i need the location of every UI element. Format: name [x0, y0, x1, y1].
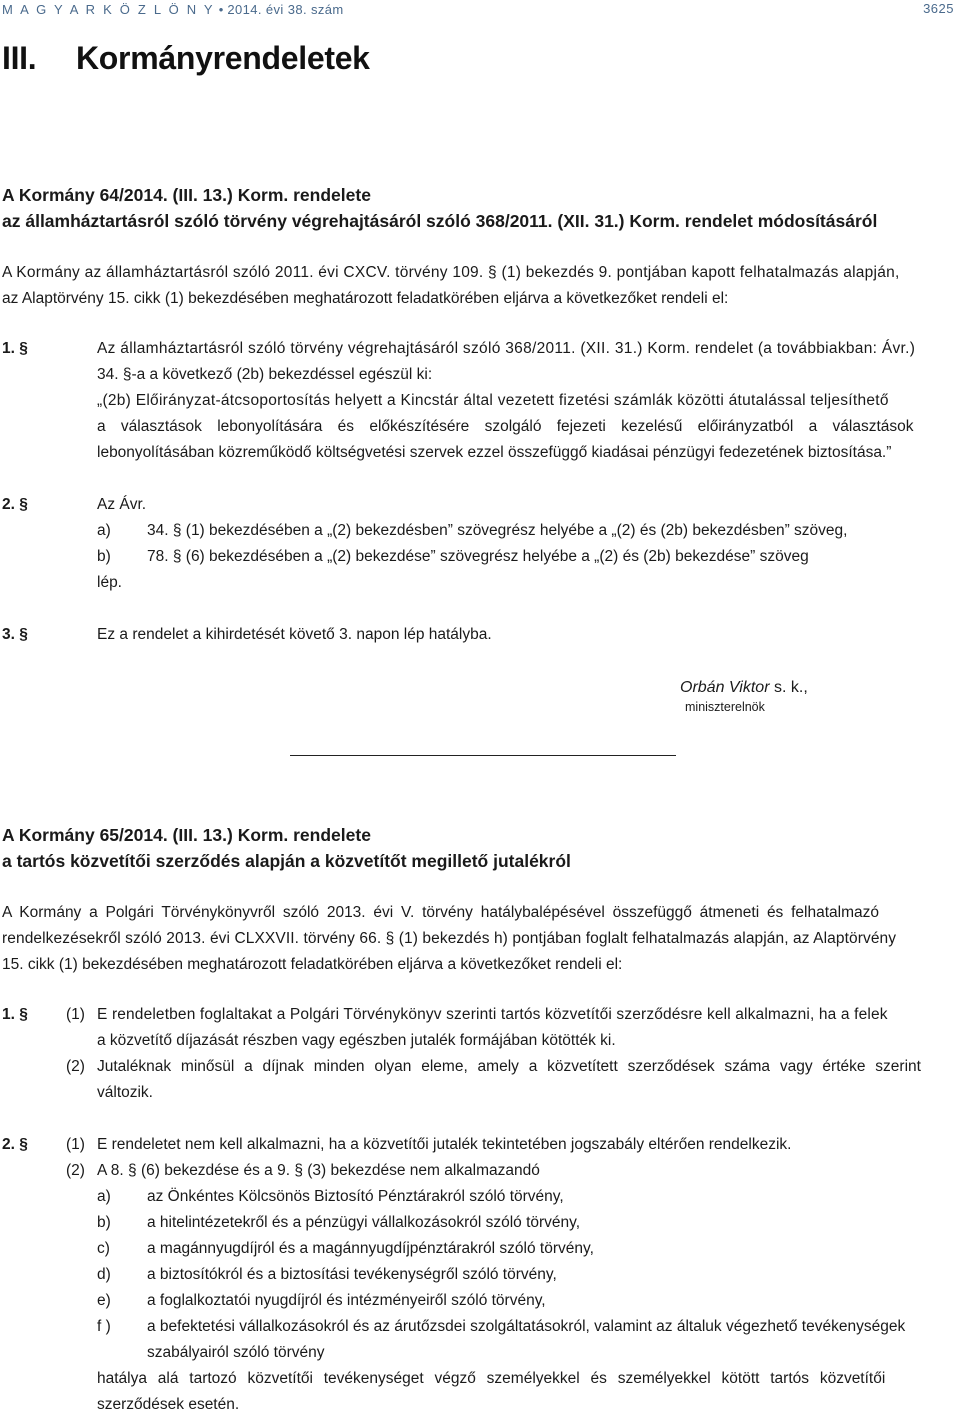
decree2-s2-para1-mark: (1): [66, 1136, 85, 1153]
decree1-preamble-line2: az Alaptörvény 15. cikk (1) bekezdésében meghatározott feladatkörében eljárva a következőket rendeli el:: [2, 290, 729, 307]
page-number: 3625: [923, 1, 954, 16]
list-item-mark: f ): [97, 1318, 111, 1335]
decree2-closing-line2: szerződések esetén.: [97, 1396, 240, 1413]
list-item-f-continuation: szabályairól szóló törvény: [147, 1344, 325, 1361]
decree1-preamble-line1: A Kormány az államháztartásról szóló 2011. évi CXCV. törvény 109. § (1) bekezdés 9. pontjában kapott felhatalmazás alapján,: [2, 264, 900, 281]
journal-name: M A G Y A R K Ö Z L Ö N Y: [2, 2, 215, 17]
decree1-title-line1: A Kormány 64/2014. (III. 13.) Korm. rendelete: [2, 185, 371, 205]
issue-label: 2014. évi 38. szám: [227, 2, 344, 17]
decree1-title-line2: az államháztartásról szóló törvény végrehajtásáról szóló 368/2011. (XII. 31.) Korm. rendelet módosításáról: [2, 211, 878, 231]
decree2-s1-para1-line2: a közvetítő díjazását részben vagy egészben jutalék formájában kötötték ki.: [97, 1032, 616, 1049]
decree2-title-line2: a tartós közvetítői szerződés alapján a közvetítőt megillető jutalékról: [2, 851, 571, 871]
decree2-s1-para1-mark: (1): [66, 1006, 85, 1023]
decree2-title-line1: A Kormány 65/2014. (III. 13.) Korm. rendelete: [2, 825, 371, 845]
decree1-section2-intro: Az Ávr.: [97, 496, 147, 513]
decree1-section1-line4: a választások lebonyolítására és előkészítésére szolgáló fejezeti kezelésű előirányzatból a választások: [97, 418, 914, 435]
section-number: III.: [2, 40, 37, 76]
decree2-closing-line1: hatálya alá tartozó közvetítői tevékenységet végző személyekkel és személyekkel kötött tartós közvetítői: [97, 1370, 886, 1387]
decree1-section3-text: Ez a rendelet a kihirdetését követő 3. napon lép hatályba.: [97, 626, 492, 643]
list-item-text: a foglalkoztatói nyugdíjról és intézményeiről szóló törvény,: [147, 1292, 546, 1309]
decree1-section1-mark: 1. §: [2, 340, 28, 357]
list-item-mark: d): [97, 1266, 111, 1283]
signer-name: Orbán Viktor: [680, 679, 770, 696]
signer-suffix: s. k.,: [769, 679, 808, 696]
decree2-s1-para2-mark: (2): [66, 1058, 85, 1075]
list-item-text: az Önkéntes Kölcsönös Biztosító Pénztárakról szóló törvény,: [147, 1188, 564, 1205]
section-heading: [2, 40, 370, 77]
separator-bullet: •: [218, 2, 224, 17]
decree1-item-b-mark: b): [97, 548, 111, 565]
decree2-preamble-line3: 15. cikk (1) bekezdésében meghatározott feladatkörében eljárva a következőket rendeli el:: [2, 956, 623, 973]
page-header: [0, 0, 960, 26]
decree2-section2-mark: 2. §: [2, 1136, 28, 1153]
decree2-preamble-line2: rendelkezésekről szóló 2013. évi CLXXVII. törvény 66. § (1) bekezdés h) pontjában foglalt felhatalmazás alapján, az Alaptörvény: [2, 930, 897, 947]
journal-running-head: [2, 2, 344, 17]
list-item-text: a hitelintézetekről és a pénzügyi vállalkozásokról szóló törvény,: [147, 1214, 581, 1231]
decree1-item-b-text: 78. § (6) bekezdésében a „(2) bekezdése” szövegrész helyébe a „(2) és (2b) bekezdése” szöveg: [147, 548, 809, 565]
decree2-s1-para2-line2: változik.: [97, 1084, 153, 1101]
decree1-section1-line5: lebonyolításában közreműködő költségvetési szervek ezzel összefüggő kiadásai pénzügyi fedezetének biztosítása.”: [97, 444, 892, 461]
decree1-item-a-mark: a): [97, 522, 111, 539]
decree2-s1-para1-line1: E rendeletben foglaltakat a Polgári Törvénykönyv szerinti tartós közvetítői szerződésre kell alkalmazni, ha a felek: [97, 1006, 888, 1023]
list-item-text: a magánnyugdíjról és a magánnyugdíjpénztárakról szóló törvény,: [147, 1240, 594, 1257]
decree1-section1-line1: Az államháztartásról szóló törvény végrehajtásáról szóló 368/2011. (XII. 31.) Korm. rendelet (a továbbiakban: Ávr.): [97, 340, 916, 357]
decree2-s2-para1-text: E rendeletet nem kell alkalmazni, ha a közvetítői jutalék tekintetében jogszabály eltérően rendelkezik.: [97, 1136, 792, 1153]
signer-role: miniszterelnök: [685, 700, 765, 714]
decree1-section2-mark: 2. §: [2, 496, 28, 513]
decree1-item-a-text: 34. § (1) bekezdésében a „(2) bekezdésben” szövegrész helyébe a „(2) és (2b) bekezdésben” szöveg,: [147, 522, 848, 539]
decree2-s2-para2-text: A 8. § (6) bekezdése és a 9. § (3) bekezdése nem alkalmazandó: [97, 1162, 540, 1179]
list-item-mark: c): [97, 1240, 110, 1257]
decree2-s2-para2-mark: (2): [66, 1162, 85, 1179]
section-title: Kormányrendeletek: [76, 40, 370, 76]
decree1-section2-end: lép.: [97, 574, 122, 591]
list-item-mark: a): [97, 1188, 111, 1205]
list-item-mark: e): [97, 1292, 111, 1309]
decree2-preamble-line1: A Kormány a Polgári Törvénykönyvről szóló 2013. évi V. törvény hatálybalépésével összefüggő átmeneti és felhatalmazó: [2, 904, 880, 921]
decree1-section1-line3: „(2b) Előirányzat-átcsoportosítás helyett a Kincstár által vezetett fizetési számlák közötti átutalással teljesíthető: [97, 392, 889, 409]
decree-separator-rule: [290, 755, 676, 756]
list-item-mark: b): [97, 1214, 111, 1231]
list-item-text: a befektetési vállalkozásokról és az árutőzsdei szolgáltatásokról, valamint az általuk végezhető tevékenységek: [147, 1318, 906, 1335]
decree1-signature: [680, 677, 808, 699]
decree2-section1-mark: 1. §: [2, 1006, 28, 1023]
decree2-s1-para2-line1: Jutaléknak minősül a díjnak minden olyan eleme, amely a közvetített szerződések száma vagy értéke szerint: [97, 1058, 921, 1075]
decree1-section1-line2: 34. §-a a következő (2b) bekezdéssel egészül ki:: [97, 366, 433, 383]
decree1-section3-mark: 3. §: [2, 626, 28, 643]
list-item-text: a biztosítókról és a biztosítási tevékenységről szóló törvény,: [147, 1266, 557, 1283]
